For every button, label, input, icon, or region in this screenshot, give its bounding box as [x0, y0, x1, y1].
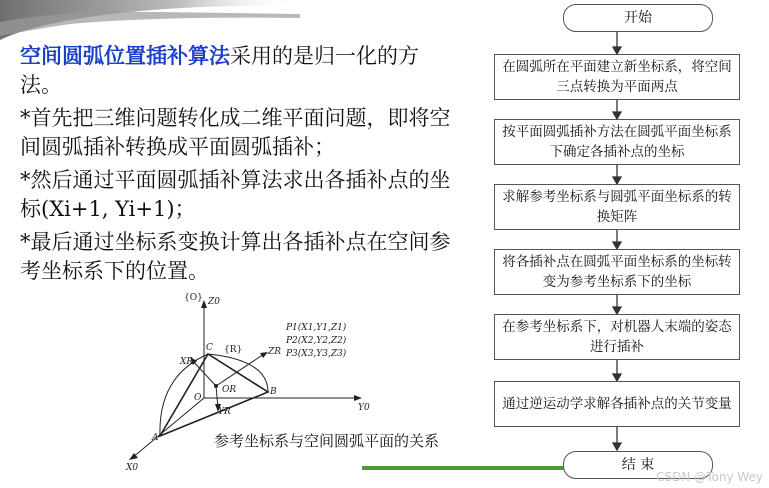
flowchart-step-4: 将各插补点在圆弧平面坐标系的坐标转变为参考坐标系下的坐标 [494, 249, 740, 295]
watermark: CSDN @Tony Wey [656, 470, 763, 484]
step-one-paragraph: *首先把三维问题转化成二维平面问题，即将空间圆弧插补转换成平面圆弧插补； [20, 106, 451, 159]
p1-label: P1(X1,Y1,Z1) [286, 323, 347, 333]
o-frame-label: {O} [184, 293, 203, 303]
flowchart-step-3: 求解参考坐标系与圆弧平面坐标系的转换矩阵 [494, 184, 740, 230]
step-three-paragraph: *最后通过坐标系变换计算出各插补点在空间参考坐标系下的位置。 [20, 230, 451, 283]
r-frame-label: {R} [224, 345, 243, 355]
flowchart-step-2: 按平面圆弧插补方法在圆弧平面坐标系下确定各插补点的坐标 [494, 119, 740, 165]
or-label: OR [222, 385, 237, 395]
p3-label: P3(X3,Y3,Z3) [286, 349, 347, 359]
point-c-label: C [206, 343, 213, 353]
y0-label: Y0 [358, 403, 370, 413]
flowchart-start: 开始 [563, 4, 713, 32]
flowchart-step-5: 在参考坐标系下，对机器人末端的姿态进行插补 [494, 314, 740, 360]
xr-label: XR [180, 357, 194, 367]
x0-label: X0 [126, 463, 139, 473]
point-a-label: A [152, 433, 159, 443]
flowchart-step-1: 在圆弧所在平面建立新坐标系，将空间三点转换为平面两点 [494, 54, 740, 100]
zr-label: ZR [268, 347, 282, 357]
yr-label: YR [218, 407, 231, 417]
flowchart-end: 结 束 [563, 451, 713, 479]
p2-label: P2(X2,Y2,Z2) [286, 336, 347, 346]
intro-rest: 采用的是归一化的方法。 [20, 44, 419, 97]
z0-label: Z0 [208, 297, 220, 307]
point-b-label: B [270, 387, 277, 397]
origin-o-label: O [194, 393, 202, 403]
algorithm-name: 空间圆弧位置插补算法 [20, 44, 230, 68]
flowchart-step-6: 通过逆运动学求解各插补点的关节变量 [494, 381, 740, 427]
diagram-caption: 参考坐标系与空间圆弧平面的关系 [214, 432, 440, 450]
step-two-paragraph: *然后通过平面圆弧插补算法求出各插补点的坐标(Xi+1, Yi+1)； [20, 168, 451, 221]
